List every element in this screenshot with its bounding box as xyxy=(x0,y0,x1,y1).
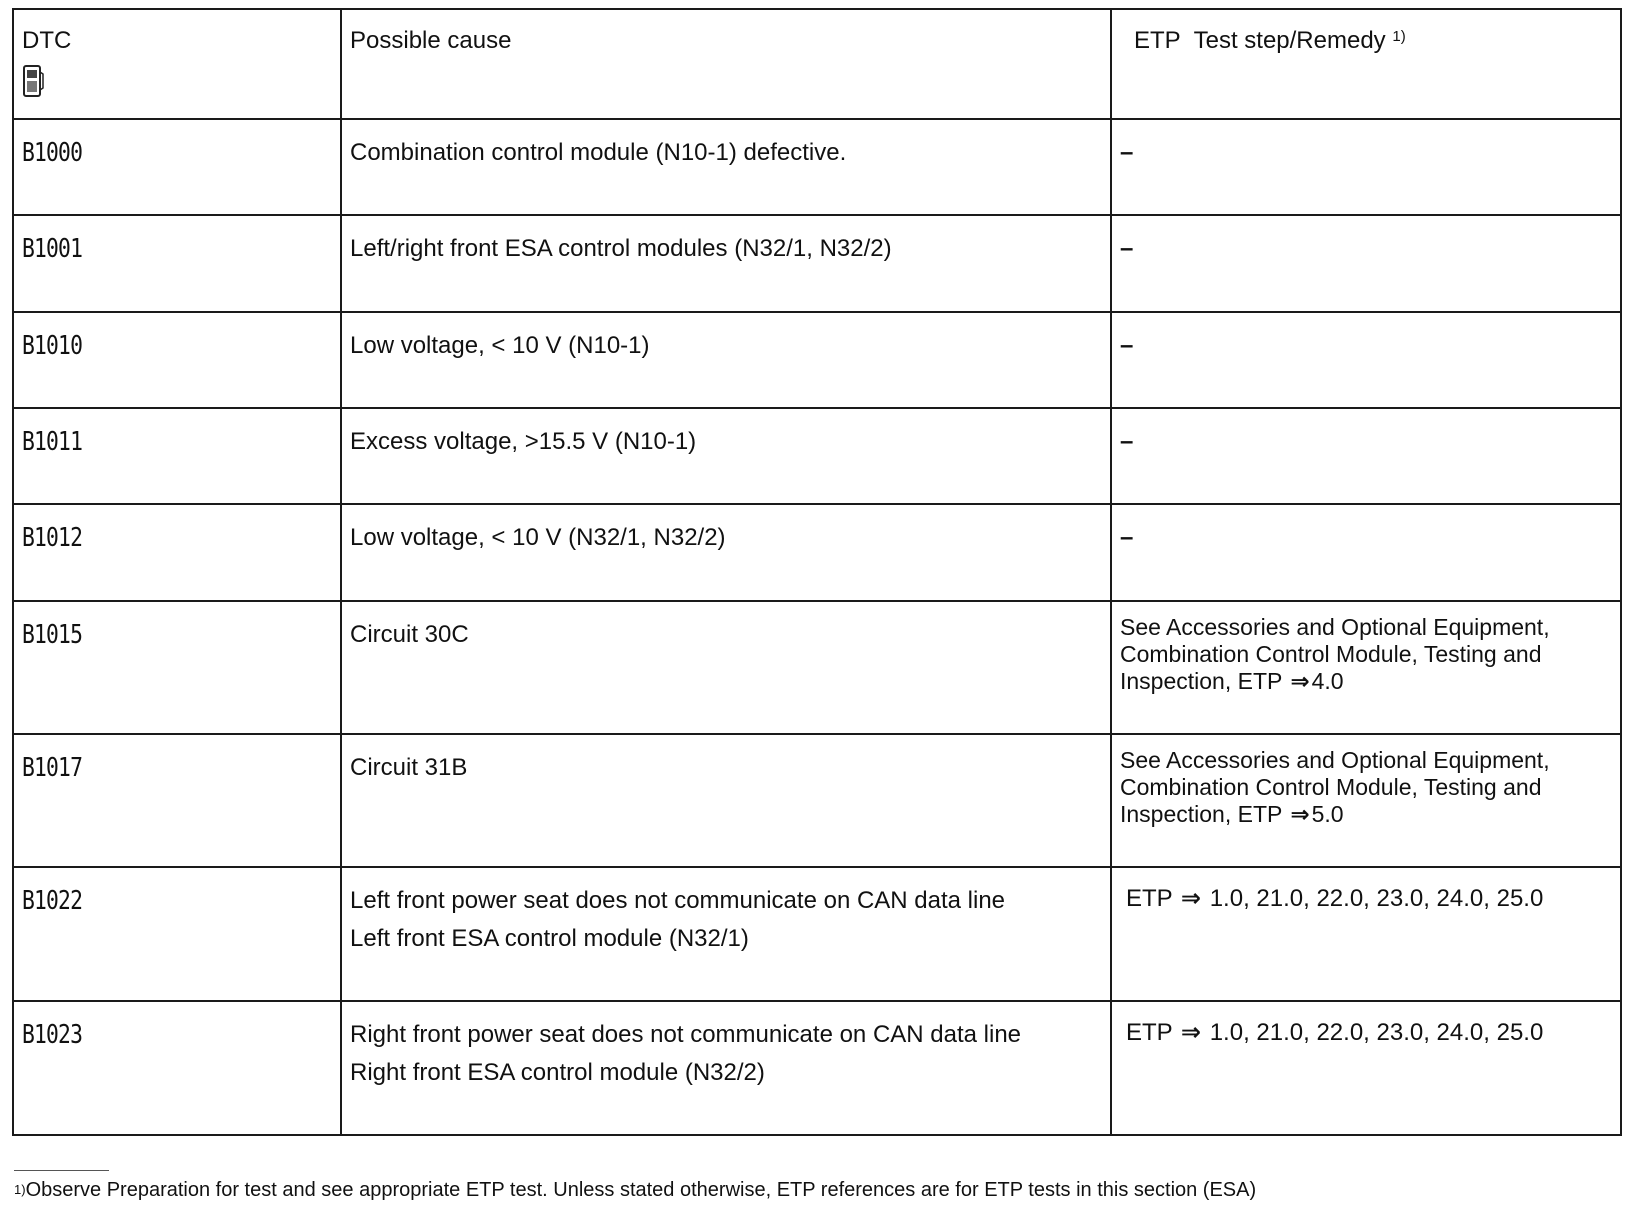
dtc-cell xyxy=(13,215,341,312)
remedy-ref: 1.0, 21.0, 22.0, 23.0, 24.0, 25.0 xyxy=(1209,1019,1544,1046)
remedy-ref: 5.0 xyxy=(1311,801,1344,827)
cause-text-secondary: Left front ESA control module (N32/1) xyxy=(350,925,749,952)
dtc-code: B1017 xyxy=(22,753,83,783)
header-dtc xyxy=(13,9,341,119)
cause-text: Circuit 31B xyxy=(350,754,468,781)
remedy-cell xyxy=(1111,504,1621,601)
arrow-right-icon: ⇒ xyxy=(1180,885,1202,912)
remedy-text: See Accessories and Optional Equipment, Combination Control Module, Testing and Inspection, ETP xyxy=(1120,747,1550,827)
remedy-dash: – xyxy=(1120,235,1134,262)
cause-cell xyxy=(341,408,1111,504)
header-remedy-prefix: ETP xyxy=(1134,27,1181,54)
dtc-code: B1022 xyxy=(22,886,83,916)
remedy-cell xyxy=(1111,408,1621,504)
cause-text: Circuit 30C xyxy=(350,621,469,648)
remedy-cell xyxy=(1111,119,1621,215)
remedy-dash: – xyxy=(1120,428,1134,455)
remedy-ref: 1.0, 21.0, 22.0, 23.0, 24.0, 25.0 xyxy=(1209,885,1544,912)
remedy-text: See Accessories and Optional Equipment, Combination Control Module, Testing and Inspection, ETP xyxy=(1120,614,1550,694)
table-row xyxy=(13,215,1621,312)
header-cause xyxy=(341,9,1111,119)
footnote-text: Observe Preparation for test and see appropriate ETP test. Unless stated otherwise, ETP references are for ETP tests in this section (ESA) xyxy=(25,1179,1257,1201)
remedy-cell xyxy=(1111,215,1621,312)
header-remedy xyxy=(1111,9,1621,119)
footnote-mark: 1) xyxy=(14,1182,26,1197)
cause-cell xyxy=(341,867,1111,1001)
remedy-dash: – xyxy=(1120,139,1134,166)
dtc-code: B1015 xyxy=(22,620,83,650)
dtc-code: B1000 xyxy=(22,138,83,168)
cause-cell xyxy=(341,1001,1111,1135)
cause-cell xyxy=(341,119,1111,215)
table-row xyxy=(13,119,1621,215)
cause-cell xyxy=(341,734,1111,867)
footnote xyxy=(14,1178,1256,1202)
cause-cell xyxy=(341,601,1111,734)
dtc-cell xyxy=(13,504,341,601)
diagnostic-tester-icon xyxy=(22,62,44,100)
dtc-cell xyxy=(13,601,341,734)
remedy-cell xyxy=(1111,1001,1621,1135)
header-remedy-label: Test step/Remedy xyxy=(1193,27,1386,54)
cause-cell xyxy=(341,504,1111,601)
dtc-cell xyxy=(13,1001,341,1135)
dtc-cell xyxy=(13,408,341,504)
remedy-cell xyxy=(1111,867,1621,1001)
cause-text: Low voltage, < 10 V (N10-1) xyxy=(350,332,650,359)
dtc-cell xyxy=(13,119,341,215)
table-header-row xyxy=(13,9,1621,119)
remedy-etp-label: ETP xyxy=(1126,1019,1173,1046)
table-row xyxy=(13,312,1621,408)
table-row xyxy=(13,408,1621,504)
cause-cell xyxy=(341,312,1111,408)
dtc-cell xyxy=(13,867,341,1001)
remedy-etp-label: ETP xyxy=(1126,885,1173,912)
cause-text: Combination control module (N10-1) defective. xyxy=(350,139,847,166)
table-row xyxy=(13,601,1621,734)
dtc-code: B1010 xyxy=(22,331,83,361)
cause-text: Low voltage, < 10 V (N32/1, N32/2) xyxy=(350,524,726,551)
dtc-code: B1023 xyxy=(22,1020,83,1050)
dtc-table xyxy=(12,8,1622,1136)
remedy-cell xyxy=(1111,601,1621,734)
dtc-code: B1011 xyxy=(22,427,83,457)
dtc-code: B1001 xyxy=(22,234,83,264)
arrow-right-icon: ⇒ xyxy=(1290,801,1310,827)
dtc-cell xyxy=(13,312,341,408)
table-row xyxy=(13,867,1621,1001)
remedy-dash: – xyxy=(1120,332,1134,359)
cause-text-secondary: Right front ESA control module (N32/2) xyxy=(350,1059,765,1086)
header-remedy-footnote-mark: 1) xyxy=(1392,28,1406,45)
cause-cell xyxy=(341,215,1111,312)
dtc-cell xyxy=(13,734,341,867)
remedy-cell xyxy=(1111,734,1621,867)
cause-text: Left/right front ESA control modules (N32/1, N32/2) xyxy=(350,235,892,262)
cause-text: Excess voltage, >15.5 V (N10-1) xyxy=(350,428,697,455)
table-row xyxy=(13,504,1621,601)
table-row xyxy=(13,1001,1621,1135)
footnote-divider xyxy=(14,1170,109,1171)
cause-text: Left front power seat does not communicate on CAN data line xyxy=(350,887,1006,914)
arrow-right-icon: ⇒ xyxy=(1180,1019,1202,1046)
cause-text: Right front power seat does not communicate on CAN data line xyxy=(350,1021,1022,1048)
header-dtc-label: DTC xyxy=(22,27,72,54)
table-row xyxy=(13,734,1621,867)
remedy-cell xyxy=(1111,312,1621,408)
dtc-code: B1012 xyxy=(22,523,83,553)
remedy-dash: – xyxy=(1120,524,1134,551)
arrow-right-icon: ⇒ xyxy=(1290,668,1310,694)
header-cause-label: Possible cause xyxy=(350,27,512,54)
remedy-ref: 4.0 xyxy=(1311,668,1344,694)
